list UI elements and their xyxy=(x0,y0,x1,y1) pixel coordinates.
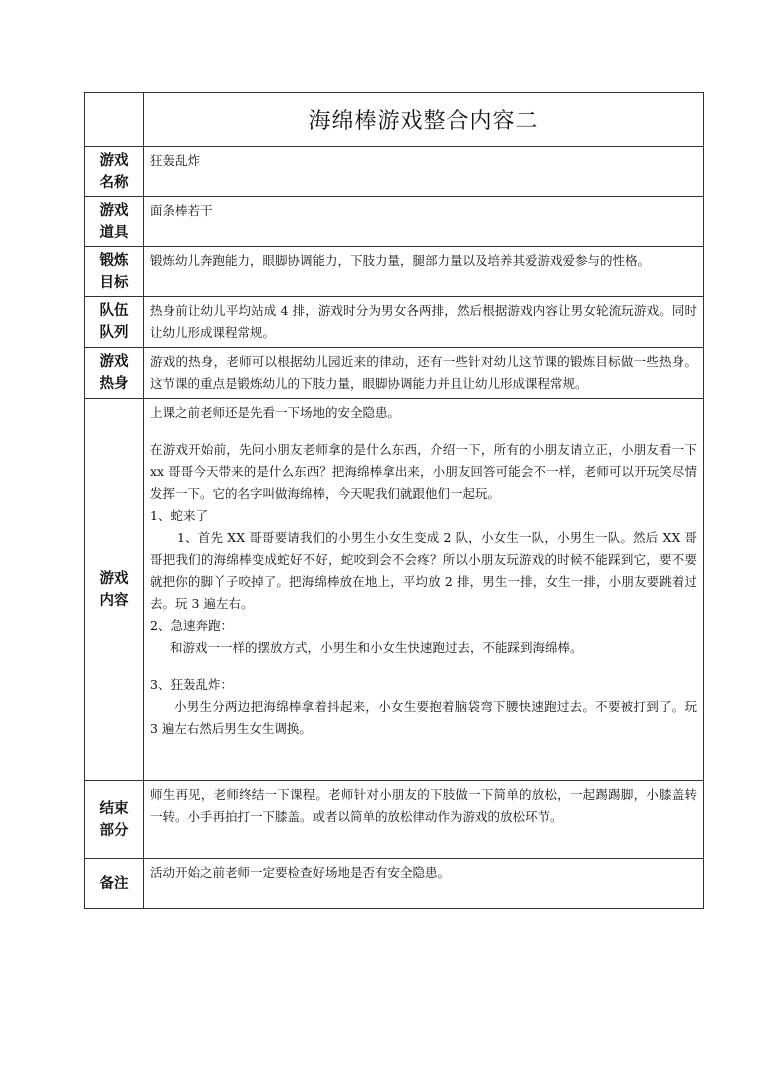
label-game-props: 游戏 道具 xyxy=(85,197,144,247)
row-game-props xyxy=(85,197,704,247)
title-blank-cell xyxy=(85,93,144,147)
content-paragraph: 在游戏开始前，先问小朋友老师拿的是什么东西，介绍一下，所有的小朋友请立正，小朋友看一下 xx 哥哥今天带来的是什么东西？把海绵棒拿出来，小朋友回答可能会不一样，老师可以开玩笑尽情发挥一下。它的名字叫做海绵棒，今天呢我们就跟他们一起玩。 xyxy=(150,442,697,501)
value-game-name: 狂轰乱炸 xyxy=(144,147,704,197)
row-notes xyxy=(85,859,704,909)
value-game-content xyxy=(144,399,704,781)
label-training-goal: 锻炼 目标 xyxy=(85,247,144,297)
label-formation: 队伍 队列 xyxy=(85,297,144,348)
row-formation xyxy=(85,297,704,348)
title-row xyxy=(85,93,704,147)
value-training-goal: 锻炼幼儿奔跑能力，眼脚协调能力，下肢力量，腿部力量以及培养其爱游戏爱参与的性格。 xyxy=(144,247,704,297)
content-paragraph: 和游戏一一样的摆放方式，小男生和小女生快速跑过去，不能踩到海绵棒。 xyxy=(170,640,583,655)
label-game-name: 游戏 名称 xyxy=(85,147,144,197)
content-heading: 3、狂轰乱炸： xyxy=(150,677,233,692)
label-game-content: 游戏 内容 xyxy=(85,399,144,781)
value-game-props: 面条棒若干 xyxy=(144,197,704,247)
value-notes: 活动开始之前老师一定要检查好场地是否有安全隐患。 xyxy=(144,859,704,909)
row-warmup xyxy=(85,348,704,399)
content-heading: 2、急速奔跑： xyxy=(150,618,233,633)
content-paragraph: 小男生分两边把海绵棒拿着抖起来，小女生要抱着脑袋弯下腰快速跑过去。不要被打到了。玩 3 遍左右然后男生女生调换。 xyxy=(150,699,697,736)
row-game-name xyxy=(85,147,704,197)
lesson-plan-table xyxy=(84,92,704,909)
label-notes: 备注 xyxy=(85,859,144,909)
value-formation: 热身前让幼儿平均站成 4 排，游戏时分为男女各两排，然后根据游戏内容让男女轮流玩游戏。同时让幼儿形成课程常规。 xyxy=(144,297,704,348)
row-ending xyxy=(85,781,704,859)
content-paragraph: 1、首先 XX 哥哥要请我们的小男生小女生变成 2 队，小女生一队，小男生一队。然后 XX 哥哥把我们的海绵棒变成蛇好不好，蛇咬到会不会疼？所以小朋友玩游戏的时候不能踩到它，要不要就把你的脚丫子咬掉了。把海绵棒放在地上，平均放 2 排，男生一排，女生一排，小朋友要跳着过去。玩 3 遍左右。 xyxy=(150,530,697,611)
content-heading: 1、蛇来了 xyxy=(150,508,208,523)
row-training-goal xyxy=(85,247,704,297)
label-ending: 结束 部分 xyxy=(85,781,144,859)
content-paragraph: 上课之前老师还是先看一下场地的安全隐患。 xyxy=(150,405,401,420)
row-game-content xyxy=(85,399,704,781)
value-warmup: 游戏的热身，老师可以根据幼儿园近来的律动，还有一些针对幼儿这节课的锻炼目标做一些热身。这节课的重点是锻炼幼儿的下肢力量，眼脚协调能力并且让幼儿形成课程常规。 xyxy=(144,348,704,399)
page-title: 海绵棒游戏整合内容二 xyxy=(144,93,704,147)
label-warmup: 游戏 热身 xyxy=(85,348,144,399)
value-ending: 师生再见，老师终结一下课程。老师针对小朋友的下肢做一下简单的放松，一起踢踢脚，小膝盖转一转。小手再拍打一下膝盖。或者以简单的放松律动作为游戏的放松环节。 xyxy=(144,781,704,859)
